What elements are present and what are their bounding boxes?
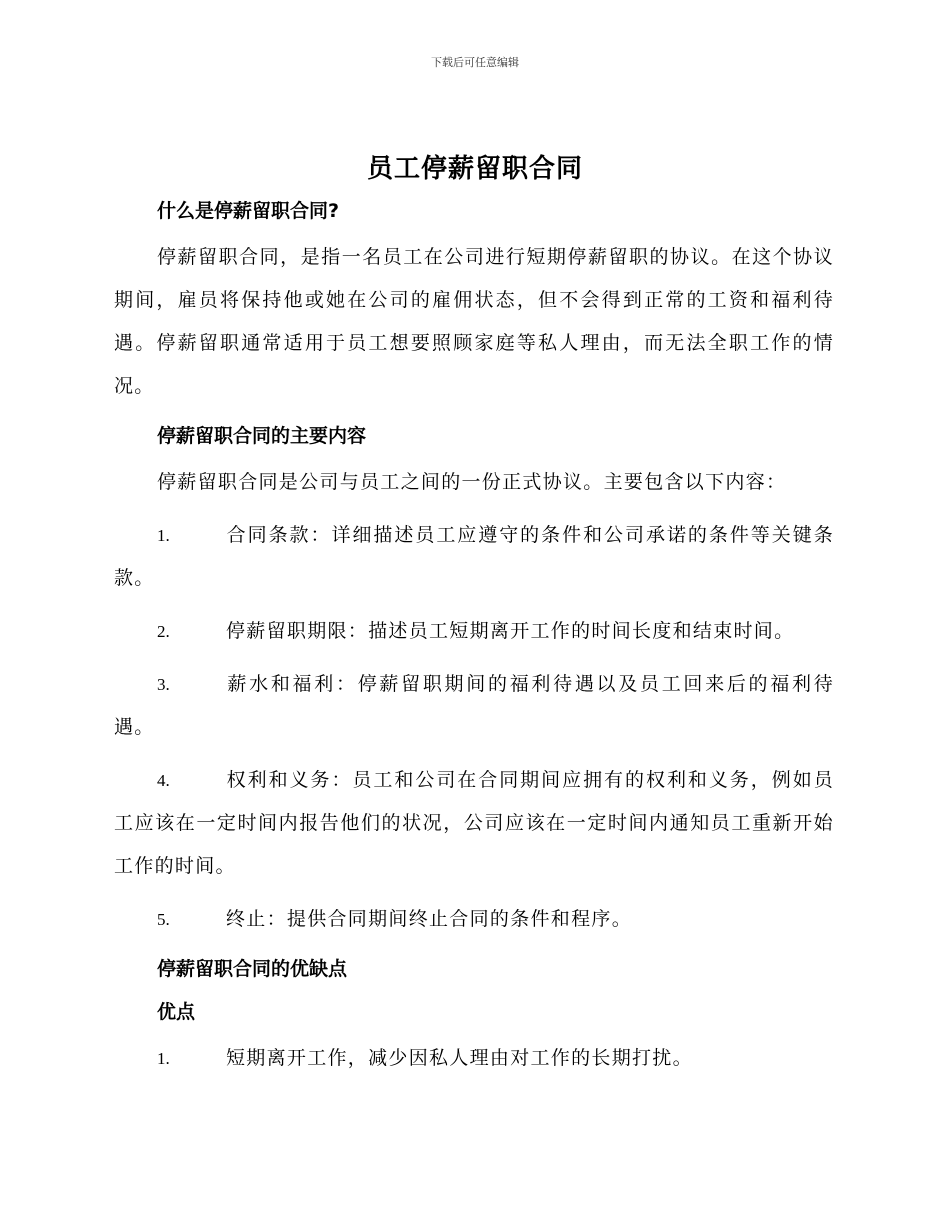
document-title: 员工停薪留职合同 (366, 154, 583, 184)
list-text: 合同条款：详细描述员工应遵守的条件和公司承诺的条件等关键条款。 (114, 524, 834, 589)
list-item (114, 663, 834, 749)
list-number: 1. (157, 1049, 170, 1068)
paragraph-intro: 停薪留职合同是公司与员工之间的一份正式协议。主要包含以下内容： (157, 471, 787, 493)
section-heading-pros-cons: 停薪留职合同的优缺点 (157, 958, 348, 980)
header-note: 下载后可任意编辑 (431, 56, 519, 69)
paragraph-definition: 停薪留职合同，是指一名员工在公司进行短期停薪留职的协议。在这个协议期间，雇员将保持他或她在公司的雇佣状态，但不会得到正常的工资和福利待遇。停薪留职通常适用于员工想要照顾家庭等私人理由，而无法全职工作的情况。 (114, 246, 834, 397)
list-item (114, 1037, 834, 1080)
subheading-pros: 优点 (157, 1001, 196, 1023)
document-body (114, 196, 834, 1080)
list-number: 1. (157, 526, 170, 545)
list-text: 短期离开工作，减少因私人理由对工作的长期打扰。 (226, 1047, 693, 1069)
list-text: 终止：提供合同期间终止合同的条件和程序。 (226, 908, 633, 930)
list-item (114, 759, 834, 888)
list-text: 薪水和福利：停薪留职期间的福利待遇以及员工回来后的福利待遇。 (114, 673, 834, 738)
list-text: 停薪留职期限：描述员工短期离开工作的时间长度和结束时间。 (226, 620, 795, 642)
list-text: 权利和义务：员工和公司在合同期间应拥有的权利和义务，例如员工应该在一定时间内报告他们的状况，公司应该在一定时间内通知员工重新开始工作的时间。 (114, 769, 834, 877)
list-item (114, 898, 834, 941)
list-item (114, 610, 834, 653)
section-heading-main-content: 停薪留职合同的主要内容 (157, 425, 367, 447)
list-number: 4. (157, 771, 170, 790)
section-heading-what-is: 什么是停薪留职合同? (157, 200, 340, 222)
list-item (114, 514, 834, 600)
list-number: 2. (157, 622, 170, 641)
list-number: 3. (157, 675, 170, 694)
list-number: 5. (157, 910, 170, 929)
